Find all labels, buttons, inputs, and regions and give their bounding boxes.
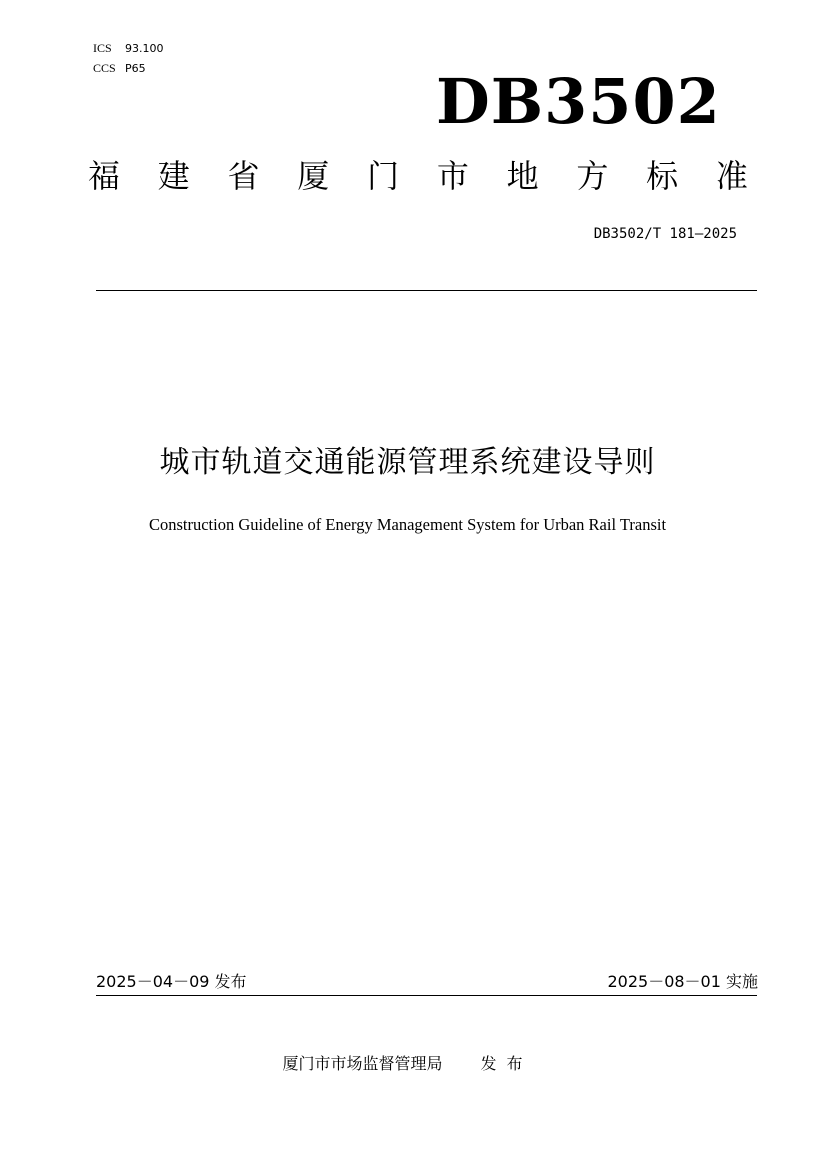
implement-date: 2025－08－01 实施 — [607, 972, 758, 991]
standard-type-heading — [88, 154, 748, 198]
ccs-code: P65 — [125, 62, 146, 75]
issuer-line — [0, 1052, 815, 1076]
ics-code: 93.100 — [125, 42, 164, 55]
standard-type-char: 准 — [715, 157, 748, 195]
ics-classification — [93, 40, 164, 57]
standard-type-char: 标 — [646, 157, 679, 195]
standard-type-char: 福 — [88, 157, 121, 195]
top-divider — [96, 290, 757, 291]
bottom-divider — [96, 995, 757, 996]
standard-type-char: 省 — [227, 157, 260, 195]
issuer-name: 厦门市市场监督管理局 — [282, 1054, 443, 1073]
standard-type-char: 地 — [506, 157, 539, 195]
ccs-classification — [93, 60, 146, 77]
standard-type-char: 方 — [576, 157, 609, 195]
document-title-en: Construction Guideline of Energy Management System for Urban Rail Transit — [148, 515, 667, 534]
standard-type-char: 厦 — [297, 157, 330, 195]
standard-type-char: 门 — [367, 157, 400, 195]
issue-label: 发布 — [480, 1054, 533, 1073]
standard-number: DB3502/T 181—2025 — [593, 226, 737, 242]
document-title-zh: 城市轨道交通能源管理系统建设导则 — [159, 445, 656, 480]
standard-type-char: 建 — [157, 157, 190, 195]
standard-logo: DB3502 — [436, 65, 721, 138]
standard-type-char: 市 — [436, 157, 469, 195]
publish-date: 2025－04－09 发布 — [96, 972, 247, 991]
ics-label: ICS — [93, 41, 112, 55]
ccs-label: CCS — [93, 61, 116, 75]
